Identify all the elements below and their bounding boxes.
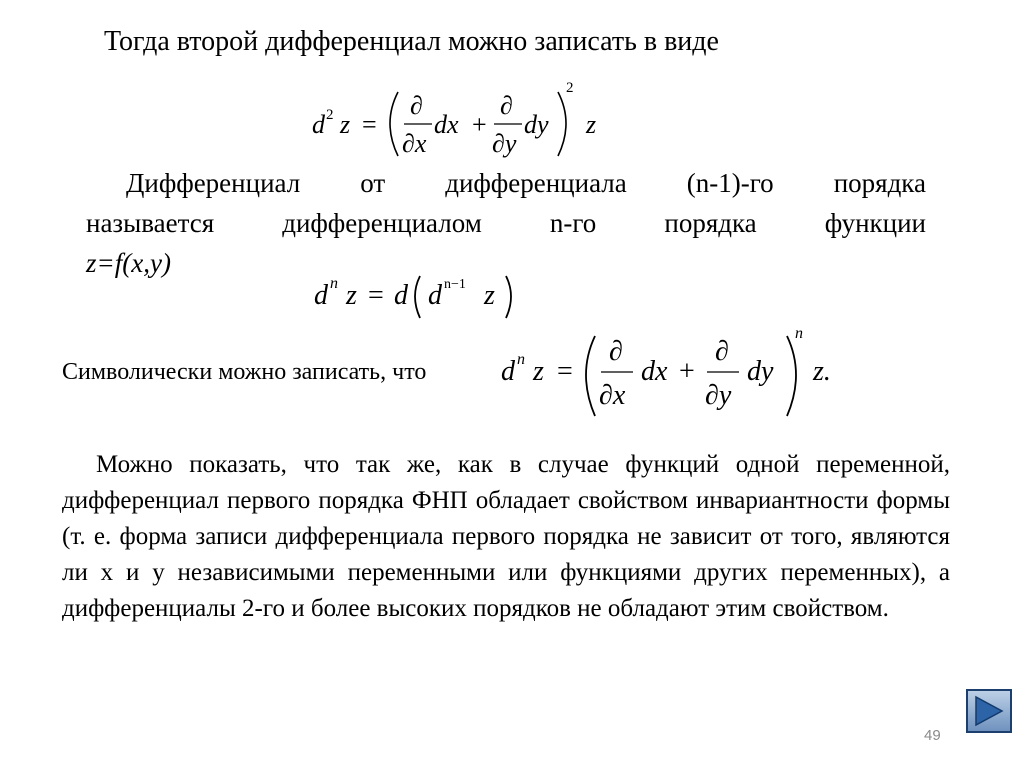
f2-inner-z: z: [484, 280, 495, 311]
nth-differential-definition-formula: [296, 262, 546, 326]
paragraph-invariance: Можно показать, что так же, как в случае функций одной переменной, дифференциал первого порядка ФНП обладает свойством инвариантности формы (т. е. форма записи дифференциала первого порядка не зависит от того, являются ли x и y независимыми переменными или функциями других переменных), а дифференциалы 2-го и более высоких порядков не обладают этим свойством.: [62, 451, 950, 622]
f1-z: z: [340, 110, 351, 139]
f2-d2: d: [394, 280, 408, 311]
f3-plus: +: [679, 356, 695, 387]
f3-partial-top-2: ∂: [715, 336, 729, 367]
play-triangle-icon: [972, 695, 1006, 727]
f3-n: n: [517, 351, 525, 368]
f3-partial-x: ∂x: [599, 380, 626, 411]
f1-dy: dy: [524, 110, 549, 139]
f2-inner-exp: n−1: [444, 277, 466, 292]
f2-inner-d: d: [428, 280, 442, 311]
page-number: 49: [924, 727, 941, 744]
f2-d: d: [314, 280, 328, 311]
f2-z: z: [346, 280, 357, 311]
paragraph-1-line-3: z=f(x,y): [86, 248, 171, 278]
slide-heading: Тогда второй дифференциал можно записать в виде: [104, 26, 719, 57]
f1-partial-top-1: ∂: [410, 91, 423, 120]
f3-eq: =: [557, 356, 573, 387]
f3-d: d: [501, 356, 515, 387]
f2-n: n: [330, 275, 338, 292]
symbolic-label: Символически можно записать, что: [62, 359, 427, 385]
f2-eq: =: [368, 280, 384, 311]
f3-partial-top-1: ∂: [609, 336, 623, 367]
f3-partial-y: ∂y: [705, 380, 732, 411]
paragraph-1-line-1: Дифференциал от дифференциала (n-1)-го порядка: [126, 168, 926, 198]
f3-dy: dy: [747, 356, 774, 387]
f3-z: z: [533, 356, 544, 387]
f1-partial-x: ∂x: [402, 129, 427, 158]
f1-plus: +: [472, 110, 487, 139]
f3-tail: z.: [813, 356, 831, 387]
f1-d: d: [312, 110, 325, 139]
paragraph-1-line-2: называется дифференциалом n-го порядка функции: [86, 208, 926, 238]
f1-exp: 2: [326, 107, 334, 123]
next-slide-button[interactable]: [966, 689, 1012, 733]
f1-partial-y: ∂y: [492, 129, 517, 158]
f1-power: 2: [566, 80, 574, 96]
f3-dx: dx: [641, 356, 668, 387]
nth-differential-symbolic-formula: [495, 324, 855, 424]
f3-power: n: [795, 325, 803, 342]
f1-tail: z: [586, 110, 597, 139]
second-differential-formula: [300, 76, 620, 170]
f1-eq: =: [362, 110, 377, 139]
f1-dx: dx: [434, 110, 459, 139]
f1-partial-top-2: ∂: [500, 91, 513, 120]
